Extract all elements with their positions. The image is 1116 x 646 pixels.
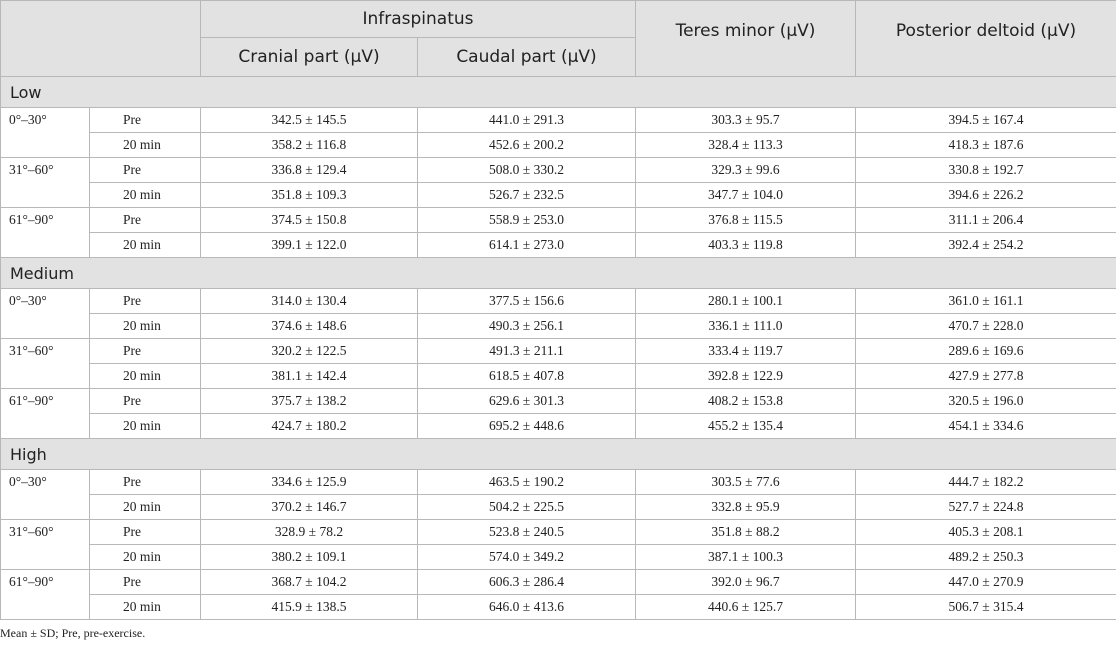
value-cell: 405.3 ± 208.1 [856,520,1116,545]
value-cell: 526.7 ± 232.5 [418,183,636,208]
table-row [1,339,1116,364]
value-cell: 361.0 ± 161.1 [856,289,1116,314]
value-cell: 490.3 ± 256.1 [418,314,636,339]
value-cell: 334.6 ± 125.9 [201,470,418,495]
value-cell: 358.2 ± 116.8 [201,133,418,158]
time-point-cell: 20 min [90,545,201,570]
time-point-cell: 20 min [90,314,201,339]
value-cell: 387.1 ± 100.3 [636,545,856,570]
value-cell: 399.1 ± 122.0 [201,233,418,258]
value-cell: 558.9 ± 253.0 [418,208,636,233]
time-point-cell: 20 min [90,364,201,389]
value-cell: 441.0 ± 291.3 [418,108,636,133]
value-cell: 447.0 ± 270.9 [856,570,1116,595]
table-row [1,233,1116,258]
table-row [1,470,1116,495]
value-cell: 329.3 ± 99.6 [636,158,856,183]
table-row [1,545,1116,570]
value-cell: 606.3 ± 286.4 [418,570,636,595]
value-cell: 455.2 ± 135.4 [636,414,856,439]
value-cell: 370.2 ± 146.7 [201,495,418,520]
value-cell: 332.8 ± 95.9 [636,495,856,520]
value-cell: 375.7 ± 138.2 [201,389,418,414]
group-label: Low [1,77,1116,108]
time-point-cell: Pre [90,158,201,183]
table-row [1,108,1116,133]
header-teres-minor: Teres minor (μV) [636,1,856,77]
value-cell: 347.7 ± 104.0 [636,183,856,208]
value-cell: 376.8 ± 115.5 [636,208,856,233]
value-cell: 444.7 ± 182.2 [856,470,1116,495]
value-cell: 695.2 ± 448.6 [418,414,636,439]
value-cell: 394.5 ± 167.4 [856,108,1116,133]
value-cell: 303.5 ± 77.6 [636,470,856,495]
time-point-cell: Pre [90,520,201,545]
table-row [1,414,1116,439]
value-cell: 408.2 ± 153.8 [636,389,856,414]
value-cell: 381.1 ± 142.4 [201,364,418,389]
table-row [1,389,1116,414]
angle-range-cell: 61°–90° [1,570,90,620]
value-cell: 314.0 ± 130.4 [201,289,418,314]
value-cell: 320.5 ± 196.0 [856,389,1116,414]
time-point-cell: 20 min [90,183,201,208]
angle-range-cell: 61°–90° [1,208,90,258]
table-row [1,520,1116,545]
value-cell: 415.9 ± 138.5 [201,595,418,620]
value-cell: 351.8 ± 88.2 [636,520,856,545]
value-cell: 392.0 ± 96.7 [636,570,856,595]
value-cell: 351.8 ± 109.3 [201,183,418,208]
header-infraspinatus: Infraspinatus [201,1,636,38]
angle-range-cell: 0°–30° [1,108,90,158]
table-row [1,314,1116,339]
value-cell: 452.6 ± 200.2 [418,133,636,158]
value-cell: 303.3 ± 95.7 [636,108,856,133]
value-cell: 491.3 ± 211.1 [418,339,636,364]
value-cell: 333.4 ± 119.7 [636,339,856,364]
header-posterior-deltoid: Posterior deltoid (μV) [856,1,1116,77]
value-cell: 392.8 ± 122.9 [636,364,856,389]
value-cell: 394.6 ± 226.2 [856,183,1116,208]
table-header [1,1,1116,77]
time-point-cell: Pre [90,470,201,495]
header-cranial-part: Cranial part (μV) [201,38,418,77]
group-row [1,439,1116,470]
time-point-cell: Pre [90,339,201,364]
value-cell: 374.5 ± 150.8 [201,208,418,233]
value-cell: 392.4 ± 254.2 [856,233,1116,258]
group-row [1,77,1116,108]
time-point-cell: Pre [90,108,201,133]
time-point-cell: Pre [90,389,201,414]
value-cell: 489.2 ± 250.3 [856,545,1116,570]
value-cell: 424.7 ± 180.2 [201,414,418,439]
table-row [1,495,1116,520]
value-cell: 311.1 ± 206.4 [856,208,1116,233]
table-row [1,208,1116,233]
angle-range-cell: 31°–60° [1,158,90,208]
value-cell: 463.5 ± 190.2 [418,470,636,495]
value-cell: 508.0 ± 330.2 [418,158,636,183]
value-cell: 336.8 ± 129.4 [201,158,418,183]
angle-range-cell: 61°–90° [1,389,90,439]
value-cell: 614.1 ± 273.0 [418,233,636,258]
value-cell: 380.2 ± 109.1 [201,545,418,570]
angle-range-cell: 31°–60° [1,339,90,389]
header-caudal-part: Caudal part (μV) [418,38,636,77]
table-row [1,183,1116,208]
value-cell: 280.1 ± 100.1 [636,289,856,314]
value-cell: 440.6 ± 125.7 [636,595,856,620]
table-row [1,570,1116,595]
angle-range-cell: 0°–30° [1,470,90,520]
table-row [1,364,1116,389]
time-point-cell: Pre [90,570,201,595]
value-cell: 289.6 ± 169.6 [856,339,1116,364]
group-label: Medium [1,258,1116,289]
time-point-cell: 20 min [90,233,201,258]
value-cell: 368.7 ± 104.2 [201,570,418,595]
table-body [1,77,1116,620]
table-row [1,133,1116,158]
value-cell: 377.5 ± 156.6 [418,289,636,314]
value-cell: 523.8 ± 240.5 [418,520,636,545]
table-row [1,595,1116,620]
group-label: High [1,439,1116,470]
footnote: Mean ± SD; Pre, pre-exercise. [0,626,146,640]
value-cell: 506.7 ± 315.4 [856,595,1116,620]
table-row [1,158,1116,183]
time-point-cell: 20 min [90,133,201,158]
value-cell: 418.3 ± 187.6 [856,133,1116,158]
value-cell: 320.2 ± 122.5 [201,339,418,364]
time-point-cell: Pre [90,289,201,314]
value-cell: 336.1 ± 111.0 [636,314,856,339]
angle-range-cell: 0°–30° [1,289,90,339]
time-point-cell: Pre [90,208,201,233]
value-cell: 330.8 ± 192.7 [856,158,1116,183]
value-cell: 454.1 ± 334.6 [856,414,1116,439]
time-point-cell: 20 min [90,495,201,520]
time-point-cell: 20 min [90,414,201,439]
value-cell: 618.5 ± 407.8 [418,364,636,389]
time-point-cell: 20 min [90,595,201,620]
value-cell: 427.9 ± 277.8 [856,364,1116,389]
group-row [1,258,1116,289]
value-cell: 342.5 ± 145.5 [201,108,418,133]
value-cell: 646.0 ± 413.6 [418,595,636,620]
value-cell: 629.6 ± 301.3 [418,389,636,414]
value-cell: 574.0 ± 349.2 [418,545,636,570]
value-cell: 403.3 ± 119.8 [636,233,856,258]
angle-range-cell: 31°–60° [1,520,90,570]
value-cell: 527.7 ± 224.8 [856,495,1116,520]
value-cell: 328.9 ± 78.2 [201,520,418,545]
value-cell: 504.2 ± 225.5 [418,495,636,520]
value-cell: 328.4 ± 113.3 [636,133,856,158]
value-cell: 470.7 ± 228.0 [856,314,1116,339]
table-row [1,289,1116,314]
value-cell: 374.6 ± 148.6 [201,314,418,339]
header-empty-cell [1,1,201,77]
